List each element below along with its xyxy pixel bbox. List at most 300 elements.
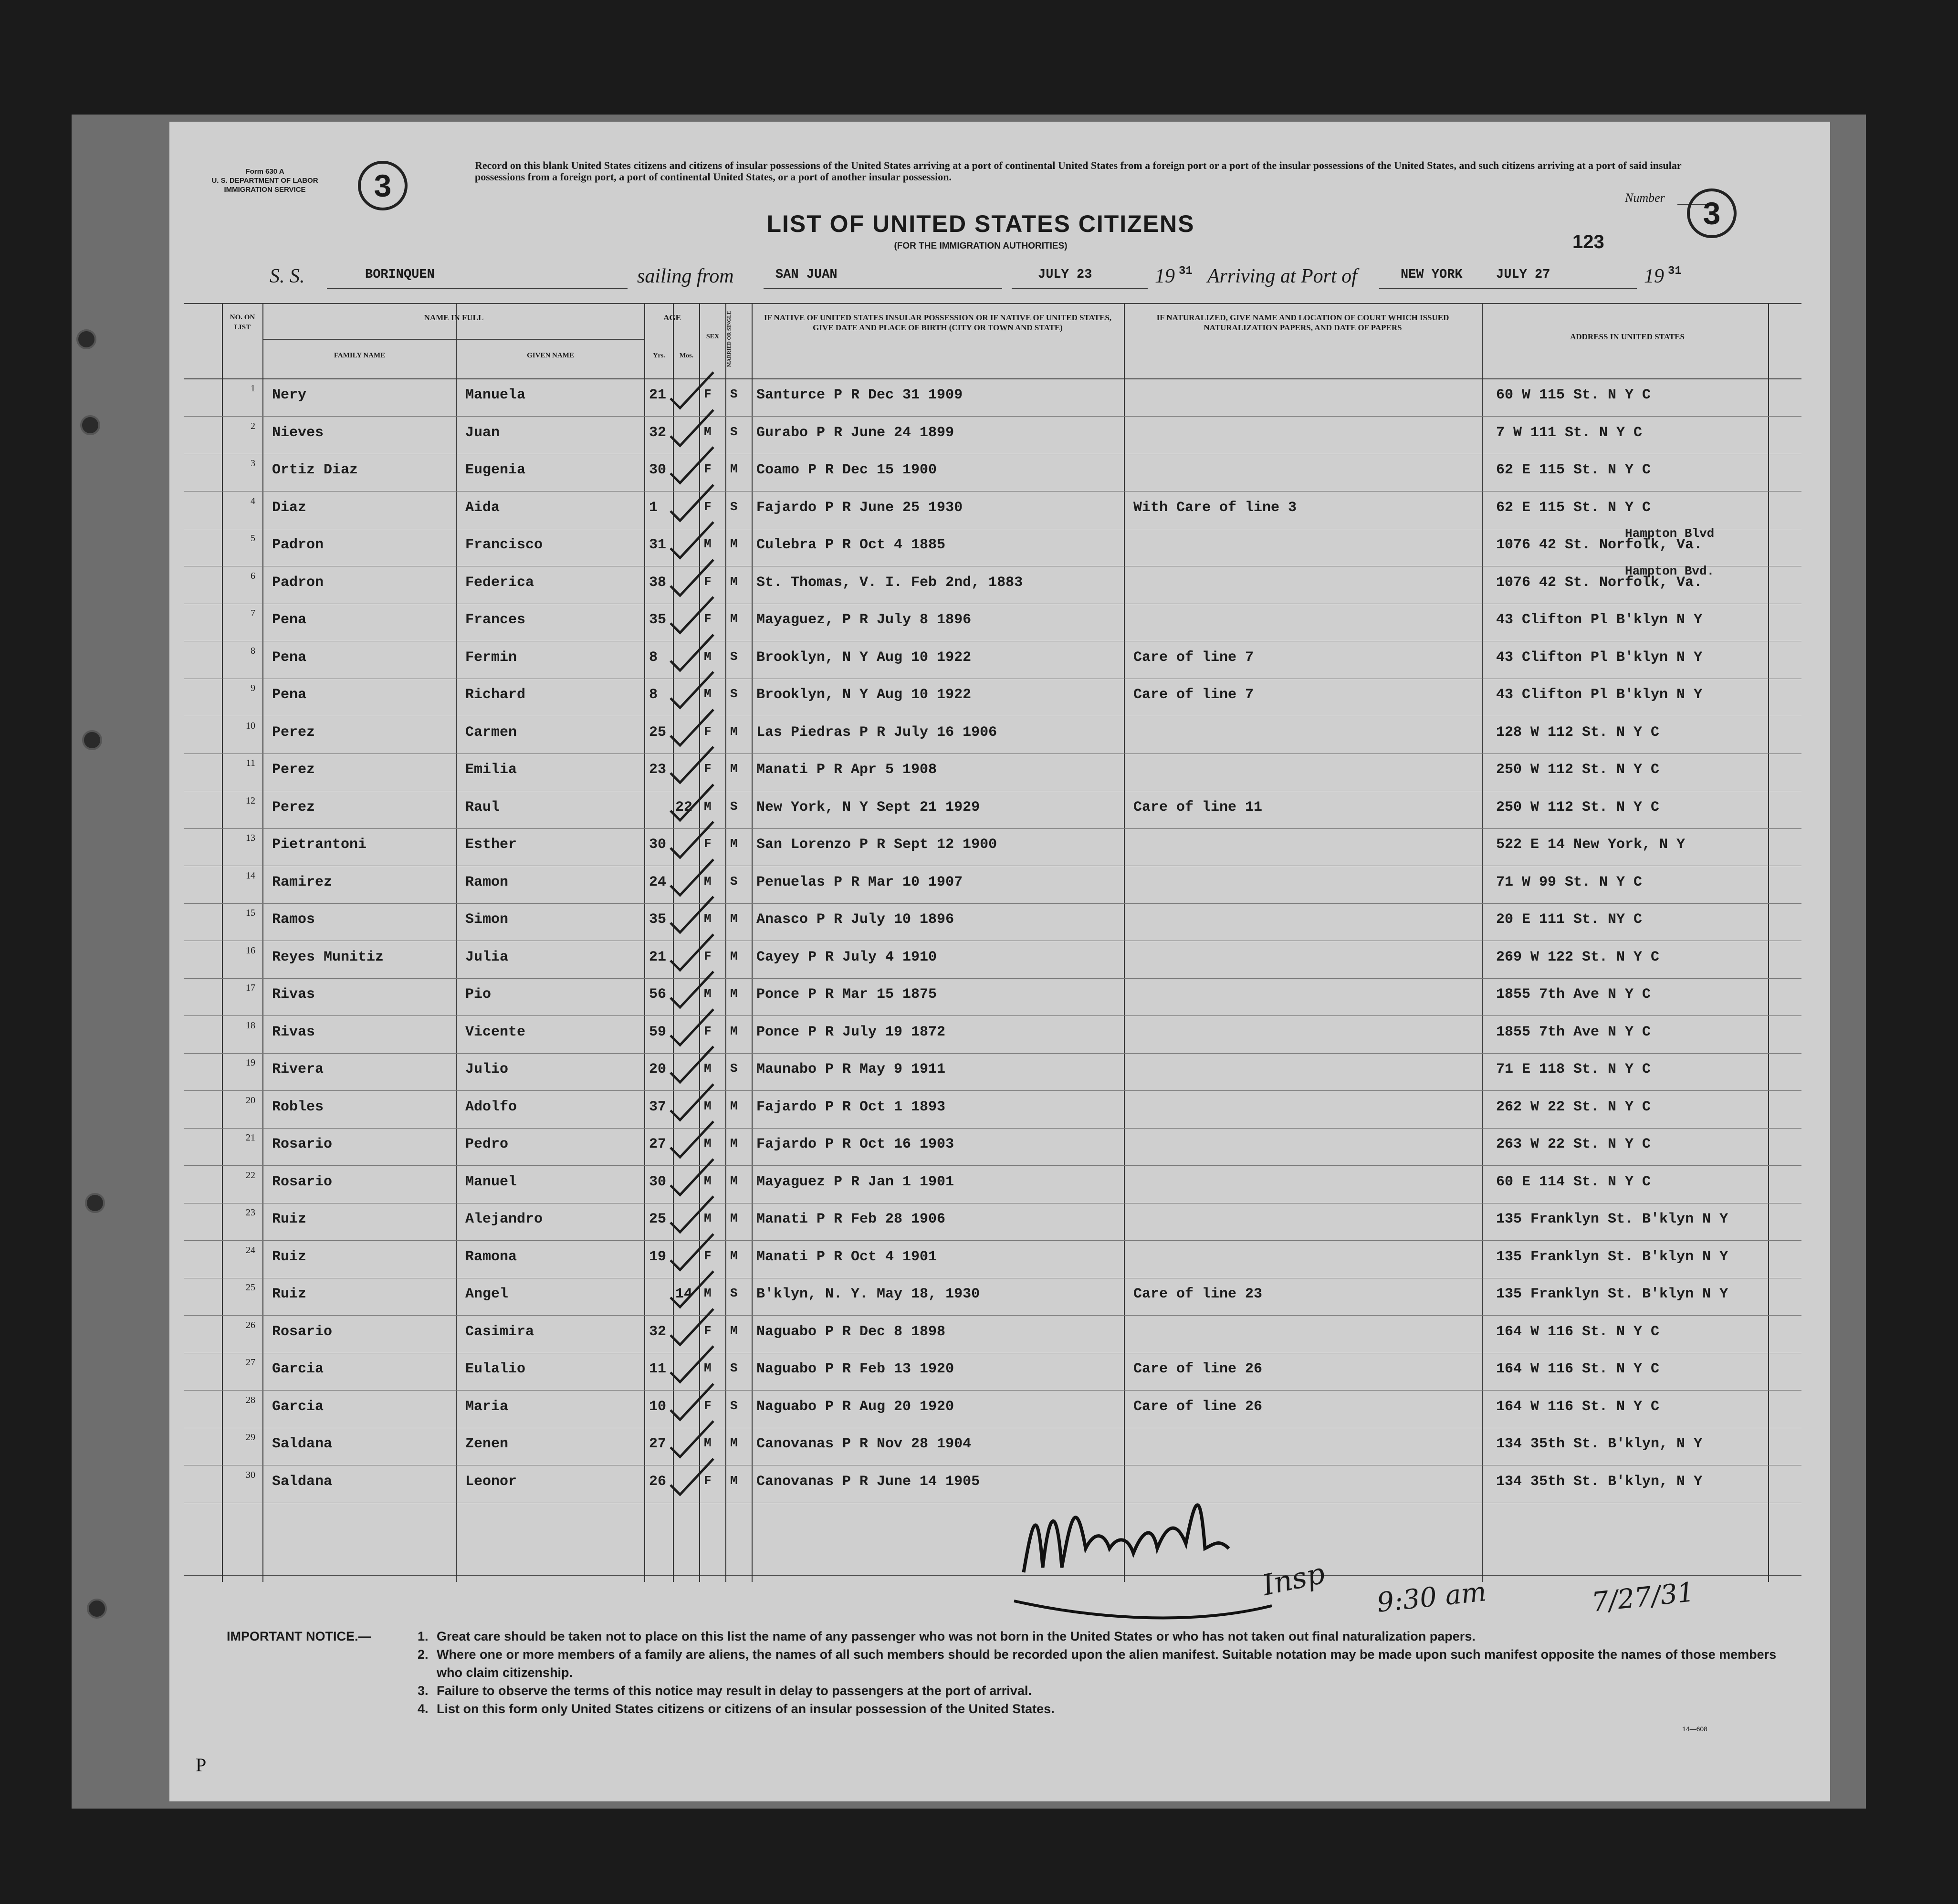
check-mark xyxy=(666,1269,718,1312)
address: 20 E 111 St. NY C xyxy=(1496,911,1643,928)
address: 1855 7th Ave N Y C xyxy=(1496,986,1651,1003)
table-row xyxy=(184,417,1801,454)
sex: F xyxy=(704,837,712,851)
family-name: Perez xyxy=(272,762,315,778)
table-row xyxy=(184,1316,1801,1353)
address: 128 W 112 St. N Y C xyxy=(1496,724,1660,741)
inspection-time: 9:30 am xyxy=(1375,1576,1488,1619)
age-years: 23 xyxy=(649,762,667,778)
family-name: Pena xyxy=(272,612,307,628)
given-name: Manuel xyxy=(465,1173,517,1190)
punch-hole xyxy=(87,1599,107,1619)
col-given-name: GIVEN NAME xyxy=(527,352,574,359)
notice-text: Where one or more members of a family are aliens, the names of all such members should be recorded upon the alien manifest. Suitable notation may be made upon such manifest opposite the names of those members who claim citizenship. xyxy=(437,1647,1777,1680)
check-mark xyxy=(666,1194,718,1237)
notice-item-2: 2. Where one or more members of a family are aliens, the names of all such members should be recorded upon the alien manifest. Suitable notation may be made upon such manifest opposite the names of those members who claim citizenship. xyxy=(418,1647,1777,1680)
department: U. S. DEPARTMENT OF LABOR xyxy=(211,177,318,185)
marital-status: M xyxy=(730,462,738,476)
marital-status: M xyxy=(730,1024,738,1038)
table-row xyxy=(184,754,1801,791)
arrive-port: NEW YORK xyxy=(1401,268,1463,282)
age-years: 19 xyxy=(649,1248,667,1265)
table-row xyxy=(184,1391,1801,1428)
marital-status: S xyxy=(730,1061,738,1076)
sheet-circle: 3 xyxy=(358,161,408,210)
sex: F xyxy=(704,1473,712,1488)
naturalization: Care of line 11 xyxy=(1133,799,1263,816)
birth-info: Fajardo P R Oct 1 1893 xyxy=(756,1098,946,1115)
check-mark xyxy=(666,1007,718,1050)
given-name: Raul xyxy=(465,799,500,816)
given-name: Juan xyxy=(465,424,500,441)
check-mark xyxy=(666,1456,718,1499)
age-years: 56 xyxy=(649,986,667,1003)
marital-status: M xyxy=(730,1098,738,1113)
table-bottom-rule xyxy=(184,1575,1801,1576)
family-name: Perez xyxy=(272,724,315,741)
naturalization: Care of line 26 xyxy=(1133,1398,1263,1415)
age-years: 21 xyxy=(649,949,667,965)
given-name: Emilia xyxy=(465,762,517,778)
row-number: 11 xyxy=(246,758,255,768)
punch-hole xyxy=(80,415,100,435)
col-age: AGE xyxy=(663,313,681,322)
naturalization: Care of line 7 xyxy=(1133,649,1254,666)
notice-text: Great care should be taken not to place on this list the name of any passenger who was not born in the United States or who has not taken out final naturalization papers. xyxy=(437,1629,1476,1643)
col-birth: IF NATIVE OF UNITED STATES INSULAR POSSESSION OR IF NATIVE OF UNITED STATES, GIVE DATE AND PLACE OF BIRTH (CITY OR TOWN AND STATE) xyxy=(764,313,1112,332)
age-years: 27 xyxy=(649,1136,667,1152)
sex: M xyxy=(704,1286,712,1300)
marital-status: M xyxy=(730,724,738,739)
row-number: 19 xyxy=(246,1057,255,1068)
given-name: Francisco xyxy=(465,537,543,553)
sex: F xyxy=(704,1398,712,1413)
notice-text: List on this form only United States citizens or citizens of an insular possession of the United States. xyxy=(437,1702,1055,1716)
inspector-signature xyxy=(1005,1477,1506,1649)
family-name: Ruiz xyxy=(272,1286,307,1302)
family-name: Ruiz xyxy=(272,1211,307,1227)
marital-status: M xyxy=(730,612,738,626)
check-mark xyxy=(666,1307,718,1350)
birth-info: Manati P R Oct 4 1901 xyxy=(756,1248,937,1265)
table-row xyxy=(184,604,1801,641)
birth-info: Canovanas P R Nov 28 1904 xyxy=(756,1436,972,1452)
sex: M xyxy=(704,1136,712,1151)
row-number: 4 xyxy=(251,495,255,506)
age-years: 30 xyxy=(649,1173,667,1190)
address: 1855 7th Ave N Y C xyxy=(1496,1024,1651,1040)
family-name: Rivas xyxy=(272,1024,315,1040)
sex: M xyxy=(704,687,712,701)
given-name: Angel xyxy=(465,1286,509,1302)
address: 135 Franklyn St. B'klyn N Y xyxy=(1496,1211,1728,1227)
given-name: Zenen xyxy=(465,1436,509,1452)
row-number: 12 xyxy=(246,795,255,806)
arrive-underline xyxy=(1379,288,1637,289)
birth-info: Brooklyn, N Y Aug 10 1922 xyxy=(756,649,972,666)
family-name: Pietrantoni xyxy=(272,837,367,853)
age-years: 59 xyxy=(649,1024,667,1040)
row-number: 5 xyxy=(251,533,255,544)
table-row xyxy=(184,942,1801,979)
table-row xyxy=(184,1016,1801,1054)
col-yrs: Yrs. xyxy=(653,352,665,359)
check-mark xyxy=(666,1381,718,1424)
family-name: Ramirez xyxy=(272,874,333,890)
given-name: Pio xyxy=(465,986,492,1003)
check-mark xyxy=(666,408,718,450)
passenger-table xyxy=(184,303,1801,1582)
birth-info: Las Piedras P R July 16 1906 xyxy=(756,724,997,741)
marital-status: M xyxy=(730,762,738,776)
table-row xyxy=(184,904,1801,941)
check-mark xyxy=(666,1082,718,1125)
marital-status: M xyxy=(730,1248,738,1263)
col-family-name: FAMILY NAME xyxy=(334,352,386,359)
row-number: 29 xyxy=(246,1432,255,1443)
address: 263 W 22 St. N Y C xyxy=(1496,1136,1651,1152)
given-name: Julio xyxy=(465,1061,509,1078)
naturalization: Care of line 7 xyxy=(1133,687,1254,703)
notice-label: IMPORTANT NOTICE.— xyxy=(227,1629,371,1643)
table-row xyxy=(184,1203,1801,1241)
arrive-date: JULY 27 xyxy=(1496,268,1550,282)
sex: F xyxy=(704,612,712,626)
row-number: 8 xyxy=(251,645,255,656)
address: 43 Clifton Pl B'klyn N Y xyxy=(1496,649,1703,666)
check-mark xyxy=(666,1232,718,1275)
col-mos: Mos. xyxy=(679,352,694,359)
birth-info: Naguabo P R Dec 8 1898 xyxy=(756,1323,946,1340)
birth-info: Ponce P R Mar 15 1875 xyxy=(756,986,937,1003)
given-name: Julia xyxy=(465,949,509,965)
birth-info: Fajardo P R June 25 1930 xyxy=(756,499,963,516)
address: 62 E 115 St. N Y C xyxy=(1496,462,1651,478)
given-name: Eugenia xyxy=(465,462,526,478)
col-no-on-list: NO. ON LIST xyxy=(230,314,255,331)
check-mark xyxy=(666,557,718,600)
form-code: 14—608 xyxy=(1682,1725,1707,1733)
page-number: 123 xyxy=(1572,231,1604,252)
sex: M xyxy=(704,649,712,664)
address: 71 E 118 St. N Y C xyxy=(1496,1061,1651,1078)
age-years: 27 xyxy=(649,1436,667,1452)
birth-info: San Lorenzo P R Sept 12 1900 xyxy=(756,837,997,853)
table-row xyxy=(184,1241,1801,1278)
date-underline xyxy=(1012,288,1148,289)
table-row xyxy=(184,1353,1801,1391)
age-years: 8 xyxy=(649,649,658,666)
row-number: 17 xyxy=(246,983,255,993)
address: 269 W 122 St. N Y C xyxy=(1496,949,1660,965)
birth-info: Penuelas P R Mar 10 1907 xyxy=(756,874,963,890)
sex: M xyxy=(704,1361,712,1375)
birth-info: Cayey P R July 4 1910 xyxy=(756,949,937,965)
punch-hole xyxy=(82,730,102,750)
col-name-in-full: NAME IN FULL xyxy=(424,313,484,322)
age-years: 38 xyxy=(649,574,667,591)
inspector-title: Insp xyxy=(1259,1557,1328,1602)
age-months: 14 xyxy=(675,1286,693,1302)
family-name: Robles xyxy=(272,1098,324,1115)
row-number: 3 xyxy=(251,458,255,469)
row-number: 14 xyxy=(246,870,255,881)
family-name: Perez xyxy=(272,799,315,816)
family-name: Pena xyxy=(272,687,307,703)
table-row xyxy=(184,679,1801,716)
address: 164 W 116 St. N Y C xyxy=(1496,1361,1660,1377)
check-mark xyxy=(666,445,718,488)
address: 7 W 111 St. N Y C xyxy=(1496,424,1643,441)
row-number: 18 xyxy=(246,1020,255,1031)
number-label: Number xyxy=(1625,191,1665,205)
sex: M xyxy=(704,986,712,1001)
family-name: Nieves xyxy=(272,424,324,441)
row-number: 6 xyxy=(251,570,255,581)
marital-status: M xyxy=(730,1323,738,1338)
check-mark xyxy=(666,520,718,563)
birth-info: Gurabo P R June 24 1899 xyxy=(756,424,954,441)
sex: F xyxy=(704,762,712,776)
table-row xyxy=(184,379,1801,417)
sex: M xyxy=(704,911,712,926)
family-name: Rivera xyxy=(272,1061,324,1078)
table-row xyxy=(184,1054,1801,1091)
address: 522 E 14 New York, N Y xyxy=(1496,837,1686,853)
col-address: ADDRESS IN UNITED STATES xyxy=(1570,332,1685,341)
table-row xyxy=(184,1166,1801,1203)
table-row xyxy=(184,1278,1801,1316)
notice-item-4: 4. List on this form only United States citizens or citizens of an insular possession of the United States. xyxy=(418,1702,1055,1716)
family-name: Saldana xyxy=(272,1436,333,1452)
row-number: 13 xyxy=(246,833,255,843)
family-name: Saldana xyxy=(272,1473,333,1490)
age-years: 21 xyxy=(649,387,667,403)
family-name: Ortiz Diaz xyxy=(272,462,358,478)
arrive-year: 31 xyxy=(1668,265,1682,278)
given-name: Fermin xyxy=(465,649,517,666)
row-number: 24 xyxy=(246,1245,255,1255)
marital-status: M xyxy=(730,949,738,963)
birth-info: St. Thomas, V. I. Feb 2nd, 1883 xyxy=(756,574,1023,591)
table-row xyxy=(184,564,1801,604)
marital-status: M xyxy=(730,1473,738,1488)
check-mark xyxy=(666,744,718,787)
family-name: Reyes Munitiz xyxy=(272,949,384,965)
sex: M xyxy=(704,1436,712,1450)
birth-info: Canovanas P R June 14 1905 xyxy=(756,1473,980,1490)
row-number: 26 xyxy=(246,1319,255,1330)
notice-item-1: 1. Great care should be taken not to place on this list the name of any passenger who was not born in the United States or who has not taken out final naturalization papers. xyxy=(418,1629,1476,1643)
birth-info: Santurce P R Dec 31 1909 xyxy=(756,387,963,403)
service: IMMIGRATION SERVICE xyxy=(224,186,306,194)
age-months: 22 xyxy=(675,799,693,816)
row-number: 30 xyxy=(246,1469,255,1480)
check-mark xyxy=(666,482,718,525)
table-row xyxy=(184,1428,1801,1465)
col-married-single: MARRIED OR SINGLE xyxy=(726,311,732,367)
family-name: Rivas xyxy=(272,986,315,1003)
sex: M xyxy=(704,799,712,814)
age-years: 10 xyxy=(649,1398,667,1415)
marital-status: S xyxy=(730,799,738,814)
age-years: 25 xyxy=(649,724,667,741)
family-name: Padron xyxy=(272,574,324,591)
check-mark xyxy=(666,1157,718,1200)
marital-status: M xyxy=(730,1436,738,1450)
check-mark xyxy=(666,782,718,825)
given-name: Pedro xyxy=(465,1136,509,1152)
marital-status: S xyxy=(730,687,738,701)
row-number: 23 xyxy=(246,1207,255,1218)
table-row xyxy=(184,717,1801,754)
check-mark xyxy=(666,1419,718,1462)
address: 60 W 115 St. N Y C xyxy=(1496,387,1651,403)
given-name: Esther xyxy=(465,837,517,853)
row-number: 22 xyxy=(246,1170,255,1181)
name-subheader-rule xyxy=(262,339,644,340)
address: 135 Franklyn St. B'klyn N Y xyxy=(1496,1248,1728,1265)
given-name: Casimira xyxy=(465,1323,534,1340)
check-mark xyxy=(666,370,718,413)
row-number: 15 xyxy=(246,908,255,918)
marital-status: M xyxy=(730,537,738,551)
age-years: 30 xyxy=(649,462,667,478)
marital-status: S xyxy=(730,424,738,439)
ship-underline xyxy=(327,288,628,289)
row-number: 27 xyxy=(246,1357,255,1368)
given-name: Federica xyxy=(465,574,534,591)
table-row xyxy=(184,642,1801,679)
sex: M xyxy=(704,1061,712,1076)
margin-mark: P xyxy=(196,1754,207,1776)
sex: M xyxy=(704,1211,712,1225)
birth-info: Manati P R Apr 5 1908 xyxy=(756,762,937,778)
sex: F xyxy=(704,949,712,963)
birth-info: Naguabo P R Feb 13 1920 xyxy=(756,1361,954,1377)
number-circle: 3 xyxy=(1687,188,1737,238)
sex: F xyxy=(704,1323,712,1338)
sex: M xyxy=(704,874,712,889)
age-years: 32 xyxy=(649,424,667,441)
marital-status: S xyxy=(730,1361,738,1375)
given-name: Manuela xyxy=(465,387,526,403)
address: 262 W 22 St. N Y C xyxy=(1496,1098,1651,1115)
address: 60 E 114 St. N Y C xyxy=(1496,1173,1651,1190)
given-name: Richard xyxy=(465,687,526,703)
check-mark xyxy=(666,670,718,712)
age-years: 11 xyxy=(649,1361,667,1377)
row-number: 28 xyxy=(246,1394,255,1405)
age-years: 26 xyxy=(649,1473,667,1490)
birth-info: Coamo P R Dec 15 1900 xyxy=(756,462,937,478)
table-row xyxy=(184,1091,1801,1129)
col-naturalized: IF NATURALIZED, GIVE NAME AND LOCATION OF COURT WHICH ISSUED NATURALIZATION PAPERS, AND DATE OF PAPERS xyxy=(1156,313,1449,332)
depart-year-prefix: 19 xyxy=(1155,265,1175,287)
age-years: 35 xyxy=(649,911,667,928)
table-row xyxy=(184,792,1801,829)
table-row xyxy=(184,867,1801,904)
notice-text: Failure to observe the terms of this notice may result in delay to passengers at the port of arrival. xyxy=(437,1684,1032,1698)
birth-info: Mayaguez, P R July 8 1896 xyxy=(756,612,972,628)
given-name: Aida xyxy=(465,499,500,516)
check-mark xyxy=(666,595,718,638)
sex: F xyxy=(704,1024,712,1038)
address: 43 Clifton Pl B'klyn N Y xyxy=(1496,687,1703,703)
address: 164 W 116 St. N Y C xyxy=(1496,1398,1660,1415)
row-number: 2 xyxy=(251,420,255,431)
arriving-label: Arriving at Port of xyxy=(1207,265,1357,287)
depart-year: 31 xyxy=(1179,265,1193,278)
arrive-year-prefix: 19 xyxy=(1644,265,1664,287)
row-number: 10 xyxy=(246,720,255,731)
row-number: 7 xyxy=(251,608,255,618)
table-row xyxy=(184,492,1801,529)
age-years: 37 xyxy=(649,1098,667,1115)
family-name: Pena xyxy=(272,649,307,666)
sex: M xyxy=(704,537,712,551)
table-row xyxy=(184,1466,1801,1503)
birth-info: Culebra P R Oct 4 1885 xyxy=(756,537,946,553)
marital-status: M xyxy=(730,837,738,851)
table-row xyxy=(184,979,1801,1016)
given-name: Leonor xyxy=(465,1473,517,1490)
check-mark xyxy=(666,932,718,975)
address: 1076 42 St. Norfolk, Va. xyxy=(1496,574,1703,591)
birth-info: Mayaguez P R Jan 1 1901 xyxy=(756,1173,954,1190)
table-row xyxy=(184,454,1801,492)
given-name: Vicente xyxy=(465,1024,526,1040)
given-name: Frances xyxy=(465,612,526,628)
given-name: Simon xyxy=(465,911,509,928)
marital-status: S xyxy=(730,1398,738,1413)
address: 250 W 112 St. N Y C xyxy=(1496,762,1660,778)
sex: F xyxy=(704,574,712,589)
punch-hole xyxy=(76,329,96,349)
marital-status: M xyxy=(730,574,738,589)
table-row xyxy=(184,1129,1801,1166)
age-years: 1 xyxy=(649,499,658,516)
marital-status: S xyxy=(730,499,738,514)
birth-info: Manati P R Feb 28 1906 xyxy=(756,1211,946,1227)
address: 134 35th St. B'klyn, N Y xyxy=(1496,1473,1703,1490)
from-port: SAN JUAN xyxy=(775,268,838,282)
family-name: Diaz xyxy=(272,499,307,516)
naturalization: With Care of line 3 xyxy=(1133,499,1297,516)
inspection-date: 7/27/31 xyxy=(1590,1576,1696,1619)
given-name: Maria xyxy=(465,1398,509,1415)
check-mark xyxy=(666,1044,718,1087)
birth-info: Fajardo P R Oct 16 1903 xyxy=(756,1136,954,1152)
marital-status: M xyxy=(730,1211,738,1225)
birth-info: Anasco P R July 10 1896 xyxy=(756,911,954,928)
sex: M xyxy=(704,424,712,439)
address: 43 Clifton Pl B'klyn N Y xyxy=(1496,612,1703,628)
family-name: Nery xyxy=(272,387,307,403)
family-name: Ruiz xyxy=(272,1248,307,1265)
sex: F xyxy=(704,387,712,401)
given-name: Eulalio xyxy=(465,1361,526,1377)
manifest-page xyxy=(169,122,1830,1801)
sex: F xyxy=(704,724,712,739)
from-underline xyxy=(764,288,1002,289)
page-subtitle: (FOR THE IMMIGRATION AUTHORITIES) xyxy=(894,241,1068,251)
address: 1076 42 St. Norfolk, Va. xyxy=(1496,537,1703,553)
birth-info: Maunabo P R May 9 1911 xyxy=(756,1061,946,1078)
age-years: 31 xyxy=(649,537,667,553)
marital-status: S xyxy=(730,649,738,664)
address: 135 Franklyn St. B'klyn N Y xyxy=(1496,1286,1728,1302)
